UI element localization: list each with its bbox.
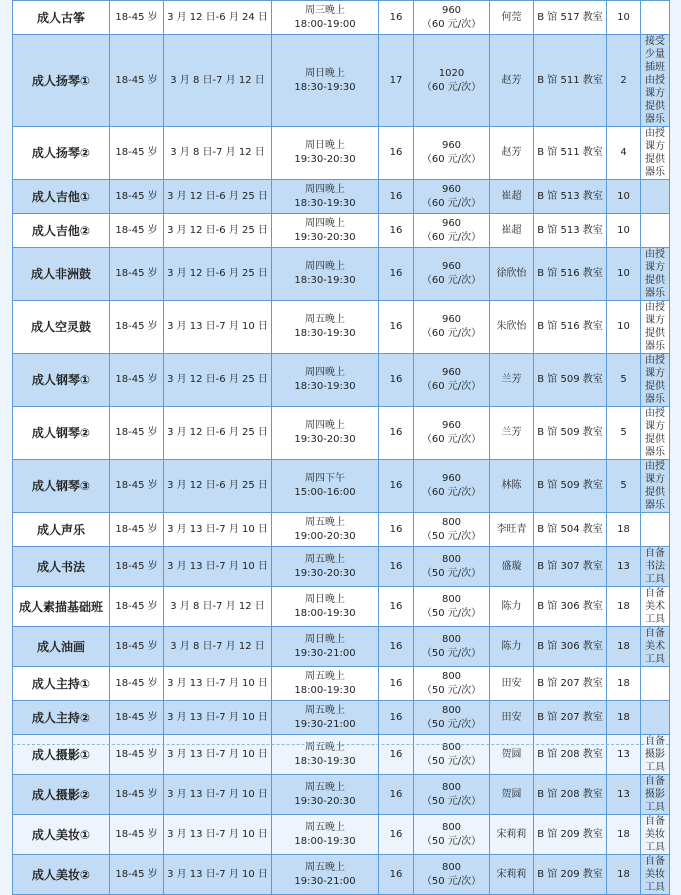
age-cell: 18-45 岁 <box>110 855 164 895</box>
table-row <box>13 407 670 460</box>
capacity-cell: 10 <box>607 248 641 301</box>
teacher-cell: 何莞 <box>490 1 534 35</box>
capacity-cell: 13 <box>607 547 641 587</box>
table-row <box>13 248 670 301</box>
table-row <box>13 35 670 127</box>
capacity-cell: 4 <box>607 127 641 180</box>
sessions-cell: 16 <box>379 547 414 587</box>
age-cell: 18-45 岁 <box>110 214 164 248</box>
capacity-cell: 5 <box>607 407 641 460</box>
fee-cell: 800 （50 元/次） <box>414 735 490 775</box>
dates-cell: 3 月 13 日-7 月 10 日 <box>164 775 272 815</box>
fee-cell: 800 （50 元/次） <box>414 701 490 735</box>
note-cell <box>641 1 670 35</box>
course-name-cell: 成人美妆② <box>13 855 110 895</box>
age-cell: 18-45 岁 <box>110 35 164 127</box>
capacity-cell: 18 <box>607 855 641 895</box>
course-name-cell: 成人摄影① <box>13 735 110 775</box>
room-cell: B 馆 509 教室 <box>534 460 607 513</box>
room-cell: B 馆 207 教室 <box>534 667 607 701</box>
course-name-cell: 成人吉他② <box>13 214 110 248</box>
capacity-cell: 10 <box>607 214 641 248</box>
sessions-cell: 16 <box>379 667 414 701</box>
note-cell <box>641 214 670 248</box>
fee-cell: 960 （60 元/次） <box>414 460 490 513</box>
teacher-cell: 兰芳 <box>490 354 534 407</box>
capacity-cell: 18 <box>607 701 641 735</box>
fee-cell: 960 （60 元/次） <box>414 407 490 460</box>
room-cell: B 馆 517 教室 <box>534 1 607 35</box>
age-cell: 18-45 岁 <box>110 407 164 460</box>
capacity-cell: 18 <box>607 627 641 667</box>
room-cell: B 馆 504 教室 <box>534 513 607 547</box>
note-cell: 自备书法工具 <box>641 547 670 587</box>
teacher-cell: 崔超 <box>490 180 534 214</box>
dates-cell: 3 月 12 日-6 月 25 日 <box>164 248 272 301</box>
course-name-cell: 成人声乐 <box>13 513 110 547</box>
table-row <box>13 354 670 407</box>
note-cell: 自备美术工具 <box>641 627 670 667</box>
class-time-cell: 周五晚上 18:00-19:30 <box>272 815 379 855</box>
class-time-cell: 周五晚上 19:30-21:00 <box>272 701 379 735</box>
sessions-cell: 16 <box>379 587 414 627</box>
age-cell: 18-45 岁 <box>110 248 164 301</box>
table-row <box>13 127 670 180</box>
age-cell: 18-45 岁 <box>110 735 164 775</box>
teacher-cell: 兰芳 <box>490 407 534 460</box>
note-cell <box>641 701 670 735</box>
class-time-cell: 周五晚上 18:30-19:30 <box>272 301 379 354</box>
room-cell: B 馆 511 教室 <box>534 35 607 127</box>
fee-cell: 800 （50 元/次） <box>414 547 490 587</box>
course-name-cell: 成人扬琴① <box>13 35 110 127</box>
capacity-cell: 18 <box>607 815 641 855</box>
sessions-cell: 16 <box>379 460 414 513</box>
dates-cell: 3 月 13 日-7 月 10 日 <box>164 735 272 775</box>
course-name-cell: 成人钢琴③ <box>13 460 110 513</box>
note-cell <box>641 667 670 701</box>
fee-cell: 800 （50 元/次） <box>414 855 490 895</box>
class-time-cell: 周日晚上 18:00-19:30 <box>272 587 379 627</box>
age-cell: 18-45 岁 <box>110 815 164 855</box>
course-name-cell: 成人吉他① <box>13 180 110 214</box>
dates-cell: 3 月 13 日-7 月 10 日 <box>164 855 272 895</box>
note-cell: 自备美妆工具 <box>641 815 670 855</box>
capacity-cell: 5 <box>607 460 641 513</box>
note-cell: 自备美妆工具 <box>641 855 670 895</box>
class-time-cell: 周日晚上 18:30-19:30 <box>272 35 379 127</box>
dates-cell: 3 月 12 日-6 月 25 日 <box>164 180 272 214</box>
fee-cell: 800 （50 元/次） <box>414 627 490 667</box>
capacity-cell: 10 <box>607 180 641 214</box>
teacher-cell: 崔超 <box>490 214 534 248</box>
table-row <box>13 587 670 627</box>
fee-cell: 1020 （60 元/次） <box>414 35 490 127</box>
sessions-cell: 16 <box>379 627 414 667</box>
teacher-cell: 宋莉莉 <box>490 855 534 895</box>
room-cell: B 馆 207 教室 <box>534 701 607 735</box>
table-row <box>13 735 670 775</box>
sessions-cell: 16 <box>379 855 414 895</box>
age-cell: 18-45 岁 <box>110 127 164 180</box>
teacher-cell: 朱欣怡 <box>490 301 534 354</box>
room-cell: B 馆 513 教室 <box>534 214 607 248</box>
dates-cell: 3 月 12 日-6 月 24 日 <box>164 1 272 35</box>
fee-cell: 960 （60 元/次） <box>414 301 490 354</box>
teacher-cell: 田安 <box>490 701 534 735</box>
sessions-cell: 16 <box>379 775 414 815</box>
room-cell: B 馆 509 教室 <box>534 354 607 407</box>
table-row <box>13 547 670 587</box>
fee-cell: 800 （50 元/次） <box>414 667 490 701</box>
course-name-cell: 成人扬琴② <box>13 127 110 180</box>
class-time-cell: 周五晚上 19:30-20:30 <box>272 547 379 587</box>
dates-cell: 3 月 8 日-7 月 12 日 <box>164 627 272 667</box>
age-cell: 18-45 岁 <box>110 775 164 815</box>
age-cell: 18-45 岁 <box>110 301 164 354</box>
table-row <box>13 301 670 354</box>
teacher-cell: 宋莉莉 <box>490 815 534 855</box>
note-cell: 由授课方提供器乐 <box>641 460 670 513</box>
course-name-cell: 成人主持① <box>13 667 110 701</box>
capacity-cell: 18 <box>607 667 641 701</box>
table-row <box>13 513 670 547</box>
dates-cell: 3 月 12 日-6 月 25 日 <box>164 354 272 407</box>
note-cell: 由授课方提供器乐 <box>641 301 670 354</box>
age-cell: 18-45 岁 <box>110 354 164 407</box>
teacher-cell: 赵芳 <box>490 127 534 180</box>
sessions-cell: 16 <box>379 180 414 214</box>
note-cell: 由授课方提供器乐 <box>641 248 670 301</box>
course-name-cell: 成人钢琴② <box>13 407 110 460</box>
teacher-cell: 林陈 <box>490 460 534 513</box>
fee-cell: 960 （60 元/次） <box>414 354 490 407</box>
class-time-cell: 周五晚上 19:30-21:00 <box>272 855 379 895</box>
fee-cell: 960 （60 元/次） <box>414 1 490 35</box>
course-name-cell: 成人美妆① <box>13 815 110 855</box>
note-cell: 自备美术工具 <box>641 587 670 627</box>
class-time-cell: 周五晚上 18:00-19:30 <box>272 667 379 701</box>
sessions-cell: 16 <box>379 513 414 547</box>
class-time-cell: 周四晚上 19:30-20:30 <box>272 407 379 460</box>
table-row <box>13 180 670 214</box>
room-cell: B 馆 509 教室 <box>534 407 607 460</box>
dashed-divider <box>12 744 669 745</box>
table-row <box>13 667 670 701</box>
table-row <box>13 775 670 815</box>
teacher-cell: 田安 <box>490 667 534 701</box>
dates-cell: 3 月 8 日-7 月 12 日 <box>164 127 272 180</box>
age-cell: 18-45 岁 <box>110 513 164 547</box>
dates-cell: 3 月 13 日-7 月 10 日 <box>164 815 272 855</box>
note-cell: 由授课方提供器乐 <box>641 127 670 180</box>
fee-cell: 800 （50 元/次） <box>414 815 490 855</box>
fee-cell: 960 （60 元/次） <box>414 127 490 180</box>
capacity-cell: 10 <box>607 1 641 35</box>
teacher-cell: 贺圆 <box>490 735 534 775</box>
capacity-cell: 13 <box>607 735 641 775</box>
fee-cell: 960 （60 元/次） <box>414 214 490 248</box>
room-cell: B 馆 516 教室 <box>534 248 607 301</box>
course-name-cell: 成人油画 <box>13 627 110 667</box>
room-cell: B 馆 306 教室 <box>534 627 607 667</box>
fee-cell: 800 （50 元/次） <box>414 513 490 547</box>
class-time-cell: 周日晚上 19:30-20:30 <box>272 127 379 180</box>
table-row <box>13 460 670 513</box>
class-time-cell: 周五晚上 19:30-20:30 <box>272 775 379 815</box>
room-cell: B 馆 208 教室 <box>534 735 607 775</box>
sessions-cell: 16 <box>379 815 414 855</box>
table-row <box>13 815 670 855</box>
course-name-cell: 成人主持② <box>13 701 110 735</box>
dates-cell: 3 月 13 日-7 月 10 日 <box>164 301 272 354</box>
age-cell: 18-45 岁 <box>110 547 164 587</box>
course-name-cell: 成人钢琴① <box>13 354 110 407</box>
course-name-cell: 成人素描基础班 <box>13 587 110 627</box>
capacity-cell: 10 <box>607 301 641 354</box>
note-cell: 由授课方提供器乐 <box>641 354 670 407</box>
capacity-cell: 18 <box>607 587 641 627</box>
sessions-cell: 16 <box>379 735 414 775</box>
capacity-cell: 2 <box>607 35 641 127</box>
age-cell: 18-45 岁 <box>110 627 164 667</box>
age-cell: 18-45 岁 <box>110 587 164 627</box>
capacity-cell: 13 <box>607 775 641 815</box>
sessions-cell: 16 <box>379 127 414 180</box>
age-cell: 18-45 岁 <box>110 180 164 214</box>
course-name-cell: 成人古筝 <box>13 1 110 35</box>
course-name-cell: 成人书法 <box>13 547 110 587</box>
table-row <box>13 855 670 895</box>
class-time-cell: 周五晚上 18:30-19:30 <box>272 735 379 775</box>
age-cell: 18-45 岁 <box>110 667 164 701</box>
dates-cell: 3 月 13 日-7 月 10 日 <box>164 701 272 735</box>
course-name-cell: 成人非洲鼓 <box>13 248 110 301</box>
dates-cell: 3 月 8 日-7 月 12 日 <box>164 587 272 627</box>
table-row <box>13 701 670 735</box>
sessions-cell: 16 <box>379 248 414 301</box>
sessions-cell: 16 <box>379 214 414 248</box>
age-cell: 18-45 岁 <box>110 701 164 735</box>
sessions-cell: 16 <box>379 1 414 35</box>
sessions-cell: 17 <box>379 35 414 127</box>
class-time-cell: 周四晚上 18:30-19:30 <box>272 180 379 214</box>
teacher-cell: 陈力 <box>490 587 534 627</box>
class-time-cell: 周四下午 15:00-16:00 <box>272 460 379 513</box>
note-cell: 自备摄影工具 <box>641 775 670 815</box>
sessions-cell: 16 <box>379 301 414 354</box>
dates-cell: 3 月 12 日-6 月 25 日 <box>164 214 272 248</box>
teacher-cell: 徐欣怡 <box>490 248 534 301</box>
class-time-cell: 周日晚上 19:30-21:00 <box>272 627 379 667</box>
class-time-cell: 周三晚上 18:00-19:00 <box>272 1 379 35</box>
table-row <box>13 214 670 248</box>
teacher-cell: 赵芳 <box>490 35 534 127</box>
note-cell: 接受少量插班由授课方提供器乐 <box>641 35 670 127</box>
course-name-cell: 成人空灵鼓 <box>13 301 110 354</box>
dates-cell: 3 月 13 日-7 月 10 日 <box>164 513 272 547</box>
dates-cell: 3 月 12 日-6 月 25 日 <box>164 407 272 460</box>
class-time-cell: 周四晚上 18:30-19:30 <box>272 248 379 301</box>
age-cell: 18-45 岁 <box>110 460 164 513</box>
note-cell <box>641 513 670 547</box>
age-cell: 18-45 岁 <box>110 1 164 35</box>
class-time-cell: 周四晚上 18:30-19:30 <box>272 354 379 407</box>
room-cell: B 馆 513 教室 <box>534 180 607 214</box>
room-cell: B 馆 209 教室 <box>534 815 607 855</box>
teacher-cell: 贺圆 <box>490 775 534 815</box>
class-time-cell: 周四晚上 19:30-20:30 <box>272 214 379 248</box>
room-cell: B 馆 209 教室 <box>534 855 607 895</box>
table-row <box>13 627 670 667</box>
fee-cell: 960 （60 元/次） <box>414 180 490 214</box>
sessions-cell: 16 <box>379 354 414 407</box>
room-cell: B 馆 516 教室 <box>534 301 607 354</box>
class-time-cell: 周五晚上 19:00-20:30 <box>272 513 379 547</box>
dates-cell: 3 月 12 日-6 月 25 日 <box>164 460 272 513</box>
teacher-cell: 陈力 <box>490 627 534 667</box>
fee-cell: 960 （60 元/次） <box>414 248 490 301</box>
room-cell: B 馆 511 教室 <box>534 127 607 180</box>
teacher-cell: 李旺青 <box>490 513 534 547</box>
teacher-cell: 盛璇 <box>490 547 534 587</box>
course-name-cell: 成人摄影② <box>13 775 110 815</box>
course-schedule-table <box>12 0 670 895</box>
table-row <box>13 1 670 35</box>
fee-cell: 800 （50 元/次） <box>414 775 490 815</box>
note-cell <box>641 180 670 214</box>
sessions-cell: 16 <box>379 407 414 460</box>
room-cell: B 馆 307 教室 <box>534 547 607 587</box>
capacity-cell: 5 <box>607 354 641 407</box>
room-cell: B 馆 306 教室 <box>534 587 607 627</box>
dates-cell: 3 月 13 日-7 月 10 日 <box>164 667 272 701</box>
fee-cell: 800 （50 元/次） <box>414 587 490 627</box>
note-cell: 自备摄影工具 <box>641 735 670 775</box>
dates-cell: 3 月 8 日-7 月 12 日 <box>164 35 272 127</box>
note-cell: 由授课方提供器乐 <box>641 407 670 460</box>
sessions-cell: 16 <box>379 701 414 735</box>
capacity-cell: 18 <box>607 513 641 547</box>
room-cell: B 馆 208 教室 <box>534 775 607 815</box>
dates-cell: 3 月 13 日-7 月 10 日 <box>164 547 272 587</box>
